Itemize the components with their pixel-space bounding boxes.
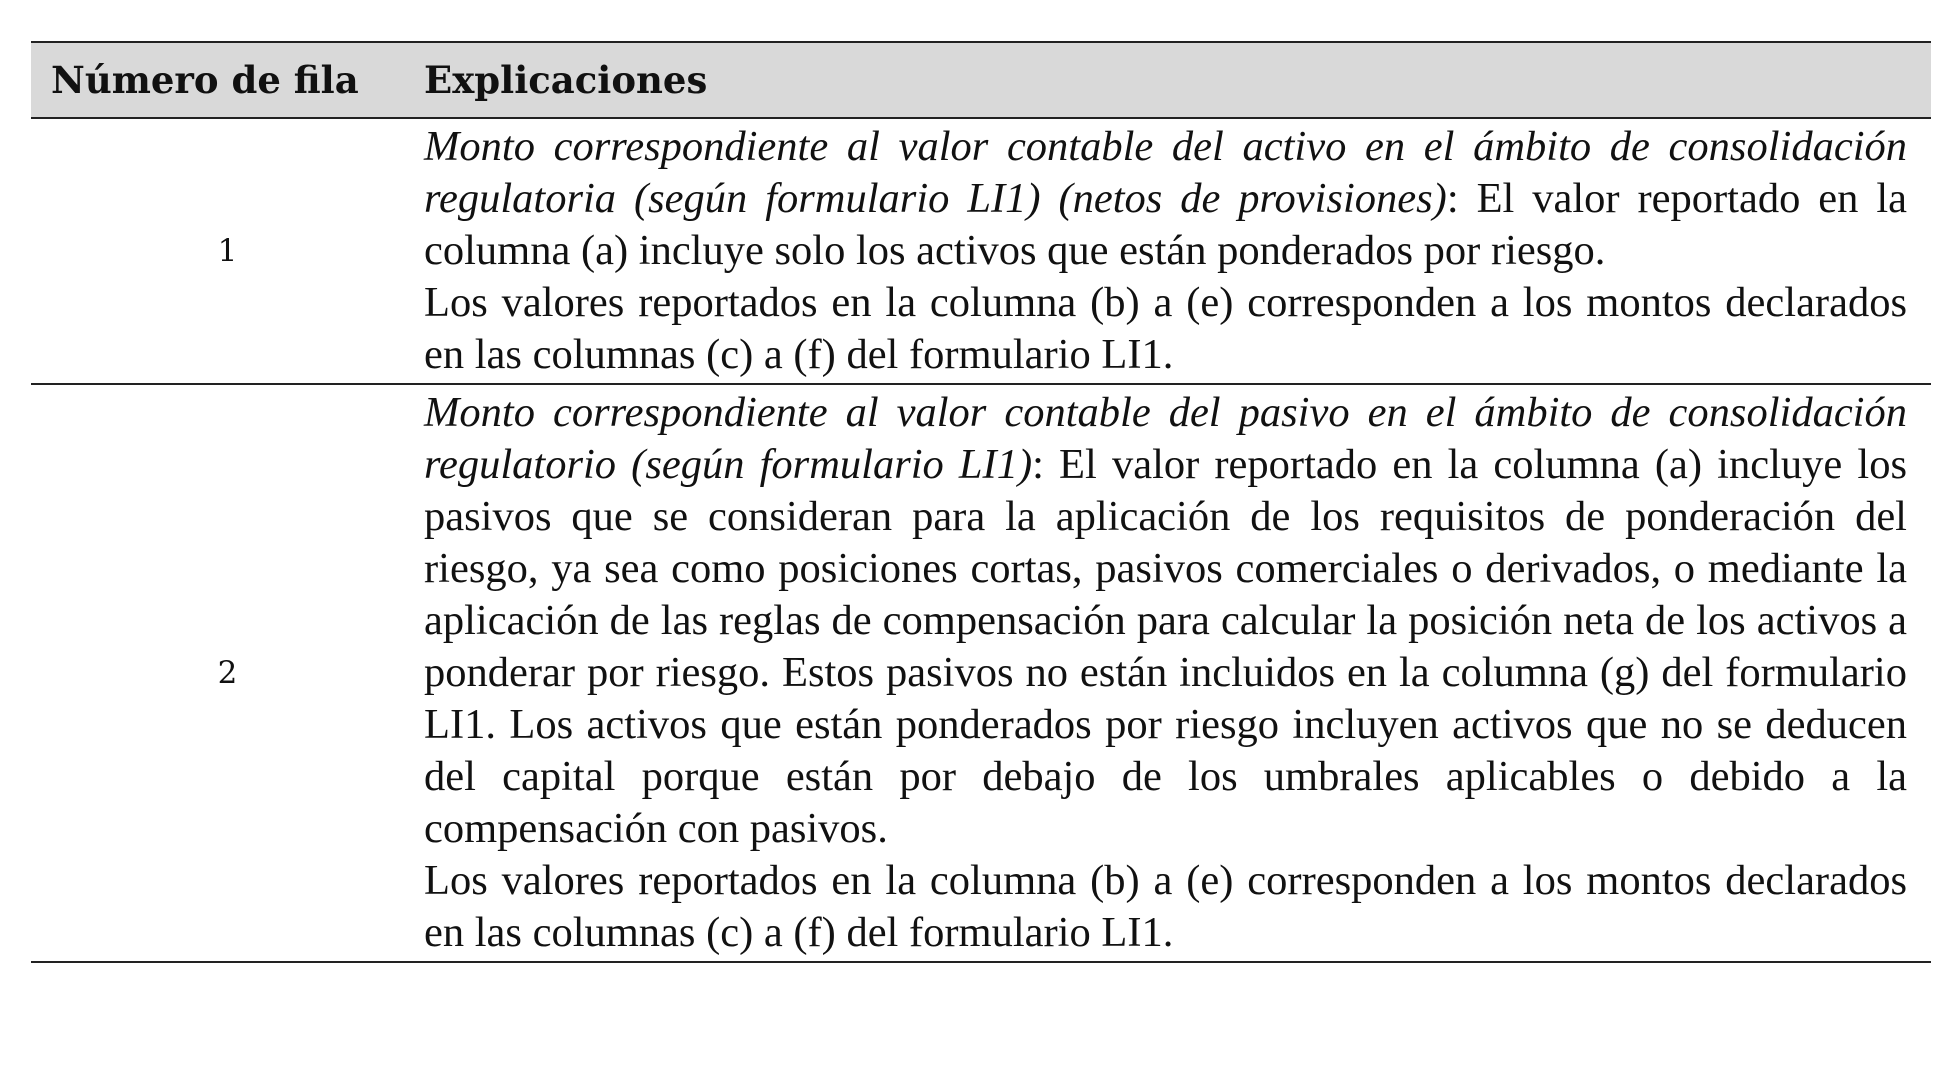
explanation-note: Los valores reportados en la columna (b) a (e) corresponden a los montos declarados en las columnas (c) a (f) del formulario LI1. bbox=[424, 857, 1907, 956]
table-row bbox=[31, 385, 1931, 963]
header-row-number: Número de fila bbox=[51, 58, 359, 102]
header-explanations: Explicaciones bbox=[424, 58, 708, 102]
explanation-text: : El valor reportado en la columna (a) incluye los pasivos que se consideran para la aplicación de los requisitos de ponderación del riesgo, ya sea como posiciones cortas, pasivos comerciales o derivados, o mediante la aplicación de las reglas de compensación para calcular la posición neta de los activos a ponderar por riesgo. Estos pasivos no están incluidos en la columna (g) del formulario LI1. Los activos que están ponderados por riesgo incluyen activos que no se deducen del capital porque están por debajo de los umbrales aplicables o debido a la compensación con pasivos. bbox=[424, 441, 1908, 852]
explanation-note: Los valores reportados en la columna (b) a (e) corresponden a los montos declarados en las columnas (c) a (f) del formulario LI1. bbox=[424, 279, 1907, 378]
explanation-paragraph bbox=[424, 121, 1907, 277]
explanation-lead: Monto correspondiente al valor contable del activo en el ámbito de consolidación regulatoria (según formulario LI1) (netos de provisiones) bbox=[424, 123, 1907, 222]
explanation-text: : El valor reportado en la columna (a) incluye solo los activos que están ponderados por riesgo. bbox=[424, 175, 1907, 274]
row-number: 2 bbox=[217, 655, 238, 691]
row-number: 1 bbox=[217, 233, 238, 269]
explanation-paragraph bbox=[424, 387, 1907, 855]
row-explanation bbox=[424, 119, 1931, 383]
row-explanation bbox=[424, 385, 1931, 961]
table-header bbox=[31, 41, 1931, 119]
explanations-table bbox=[31, 41, 1931, 963]
table-row bbox=[31, 119, 1931, 385]
explanation-lead: Monto correspondiente al valor contable del pasivo en el ámbito de consolidación regulatorio (según formulario LI1) bbox=[424, 389, 1907, 488]
